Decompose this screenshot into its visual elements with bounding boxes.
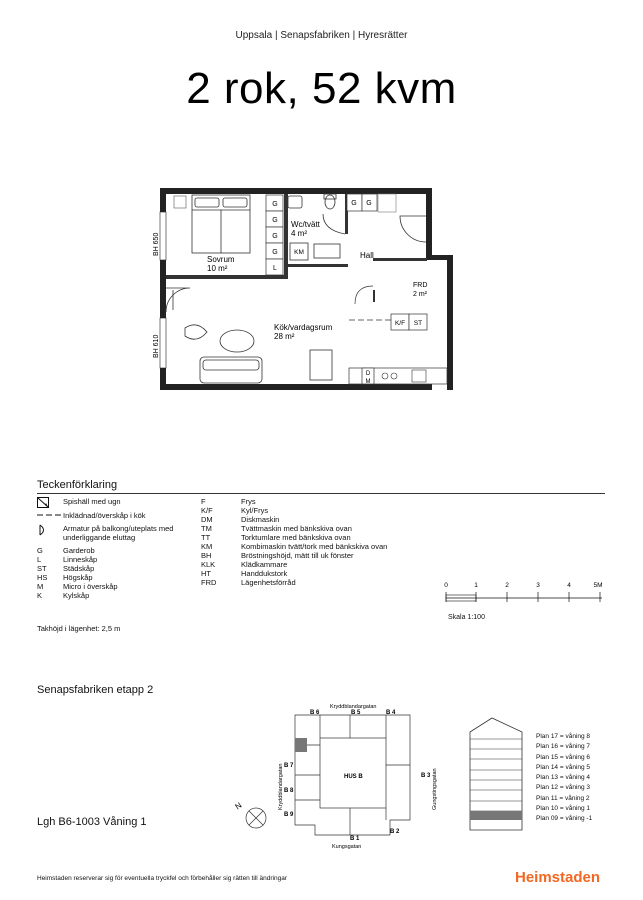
legend-code: TT: [201, 533, 211, 542]
floor-item: Plan 13 = våning 4: [536, 774, 591, 782]
floor-item: Plan 11 = våning 2: [536, 794, 590, 802]
fridge-freezer-kf: K/F: [394, 320, 406, 327]
legend-code: ST: [37, 564, 47, 573]
building-section: [462, 712, 532, 832]
legend-text: Städskåp: [63, 564, 95, 573]
floor-item: Plan 10 = våning 1: [536, 805, 591, 813]
page-title: 2 rok, 52 kvm: [186, 64, 457, 113]
nightstand: [174, 196, 186, 208]
floor-item: Plan 14 = våning 5: [536, 763, 591, 771]
floor-item: Plan 17 = våning 8: [536, 733, 591, 740]
legend-row: [37, 524, 217, 546]
dishwasher-d: D: [365, 371, 371, 377]
floor-item: Plan 12 = våning 3: [536, 784, 591, 792]
legend-code: G: [37, 546, 43, 555]
balcony-door[interactable]: [166, 288, 190, 312]
legend-code: K: [37, 591, 43, 600]
hall-wardrobe-g-1: G: [351, 200, 357, 207]
storage-door[interactable]: [355, 286, 373, 304]
legend-code: TM: [201, 524, 212, 533]
legend-text: Kombimaskin tvätt/tork med bänkskiva ovan: [241, 542, 388, 551]
apartment-label: Lgh B6-1003 Våning 1: [37, 816, 147, 828]
site-plan: [233, 700, 440, 850]
floor-item: Plan 16 = våning 7: [536, 743, 591, 751]
site-highlight-apartment: [295, 738, 307, 752]
room-name-wc: Wc/tvätt: [291, 220, 320, 229]
legend-row: [37, 591, 217, 600]
project-stage: Senapsfabriken etapp 2: [37, 684, 154, 696]
entrance-door[interactable]: [400, 216, 426, 242]
legend-text: Spishäll med ugn: [63, 497, 121, 506]
room-name-sovrum: Sovrum: [207, 255, 235, 264]
wardrobe-g-1: G: [272, 201, 278, 208]
block-b3: B 3: [421, 773, 431, 779]
street-right: Gungstingsgatan: [432, 768, 438, 810]
legend-code: KM: [201, 542, 213, 551]
hall-shelf: [378, 194, 396, 212]
bh-marker-top: BH 650: [153, 232, 160, 256]
street-bottom: Kungsgatan: [332, 844, 362, 850]
scale-tick-1: 1: [474, 582, 478, 589]
wardrobe-g-3: G: [272, 233, 278, 240]
floor-list: [536, 732, 592, 825]
street-left: Kryddblandargatan: [278, 763, 284, 810]
wardrobe-g-2: G: [272, 217, 278, 224]
scale-tick-2: 2: [505, 582, 509, 589]
legend-row: [37, 573, 217, 582]
block-b4: B 4: [386, 710, 396, 716]
lamp-outlet-icon: [37, 524, 63, 546]
highlighted-floor: [470, 811, 522, 820]
room-area-kok: 28 m²: [274, 332, 295, 341]
room-name-kok: Kök/vardagsrum: [274, 323, 333, 332]
legend-row: [201, 578, 421, 587]
compass-icon: [246, 808, 266, 828]
legend-row: [201, 542, 421, 551]
legend-right: [201, 497, 421, 587]
floor-lines: [470, 739, 522, 811]
stove-legend-icon: [37, 497, 63, 511]
room-name-frd: FRD: [413, 282, 428, 289]
legend-code: DM: [201, 515, 213, 524]
block-b6: B 6: [310, 710, 320, 716]
brand-logo: Heimstaden: [515, 869, 601, 886]
scale-tick-5: 5M: [593, 582, 603, 589]
legend-text: Inklädnad/överskåp i kök: [63, 511, 146, 520]
legend-row: [201, 524, 421, 533]
legend-title: Teckenförklaring: [37, 479, 118, 491]
scale-bar: [436, 578, 611, 612]
block-b7: B 7: [284, 763, 294, 769]
legend-code: BH: [201, 551, 212, 560]
block-b1: B 1: [350, 836, 360, 842]
micro-m: M: [365, 379, 371, 385]
legend-row: [201, 506, 421, 515]
legend-code: HS: [37, 573, 48, 582]
legend-text: Armatur på balkong/uteplats med underliggande eluttag: [63, 524, 174, 542]
legend-text: Kylskåp: [63, 591, 90, 600]
legend-row: [201, 560, 421, 569]
wardrobe-g-4: G: [272, 249, 278, 256]
block-b9: B 9: [284, 812, 294, 818]
legend-left: [37, 497, 217, 600]
legend-text: Bröstningshöjd, mätt till uk fönster: [241, 551, 354, 560]
legend-text: Frys: [241, 497, 256, 506]
street-top: Kryddblandargatan: [330, 704, 377, 710]
legend-text: Linneskåp: [63, 555, 98, 564]
legend-row: [37, 564, 217, 573]
legend-text: Tvättmaskin med bänkskiva ovan: [241, 524, 352, 533]
legend-text: Handdukstork: [241, 569, 288, 578]
cleaning-cupboard-st: ST: [413, 320, 423, 327]
room-area-wc: 4 m²: [291, 229, 307, 238]
legend-row: [37, 546, 217, 555]
combi-machine-km: KM: [294, 249, 304, 256]
legend-code: K/F: [201, 506, 213, 515]
legend-text: Klädkammare: [241, 560, 288, 569]
legend-text: Micro i överskåp: [63, 582, 118, 591]
legend-divider: [37, 493, 605, 494]
bed: [192, 195, 250, 253]
house-label: HUS B: [344, 774, 363, 780]
legend-row: [37, 511, 217, 524]
legend-row: [37, 582, 217, 591]
outer-walls: [160, 188, 453, 390]
legend-text: Kyl/Frys: [241, 506, 269, 515]
block-b5: B 5: [351, 710, 361, 716]
legend-code: L: [37, 555, 42, 564]
linen-l: L: [273, 265, 277, 272]
legend-code: F: [201, 497, 206, 506]
bh-marker-bottom: BH 610: [153, 334, 160, 358]
legend-text: Lägenhetsförråd: [241, 578, 296, 587]
floor-plan: [130, 180, 470, 395]
legend-row: [201, 551, 421, 560]
scale-label: Skala 1:100: [448, 614, 485, 621]
compass-north: N: [233, 800, 244, 812]
room-area-frd: 2 m²: [413, 291, 427, 298]
legend-code: HT: [201, 569, 211, 578]
dashed-line-icon: [37, 511, 63, 524]
legend-row: [37, 497, 217, 511]
floor-item: Plan 09 = våning -1: [536, 815, 593, 823]
scale-tick-4: 4: [567, 582, 571, 589]
scale-tick-3: 3: [536, 582, 540, 589]
scale-tick-0: 0: [444, 582, 448, 589]
legend-code: M: [37, 582, 44, 591]
legend-row: [201, 569, 421, 578]
legend-code: KLK: [201, 560, 216, 569]
project-subtitle: Uppsala | Senapsfabriken | Hyresrätter: [235, 30, 408, 41]
living-furniture: [173, 290, 332, 383]
legend-text: Diskmaskin: [241, 515, 280, 524]
legend-row: [201, 533, 421, 542]
window-bedroom: [160, 212, 166, 260]
legend-row: [37, 555, 217, 564]
hall-wardrobe-g-2: G: [366, 200, 372, 207]
room-area-sovrum: 10 m²: [207, 264, 228, 273]
room-name-hall: Hall: [360, 251, 374, 260]
legend-row: [201, 515, 421, 524]
legend-row: [201, 497, 421, 506]
legend-text: Torktumlare med bänkskiva ovan: [241, 533, 351, 542]
block-b8: B 8: [284, 788, 294, 794]
legend-code: FRD: [201, 578, 217, 587]
block-b2: B 2: [390, 829, 400, 835]
ceiling-height: Takhöjd i lägenhet: 2,5 m: [37, 624, 121, 633]
window-living: [160, 318, 166, 368]
legend-text: Garderob: [63, 546, 95, 555]
floor-item: Plan 15 = våning 6: [536, 753, 591, 761]
legend-text: Högskåp: [63, 573, 93, 582]
disclaimer: Heimstaden reserverar sig för eventuella tryckfel och förbehåller sig rätten till ändringar: [37, 875, 288, 882]
